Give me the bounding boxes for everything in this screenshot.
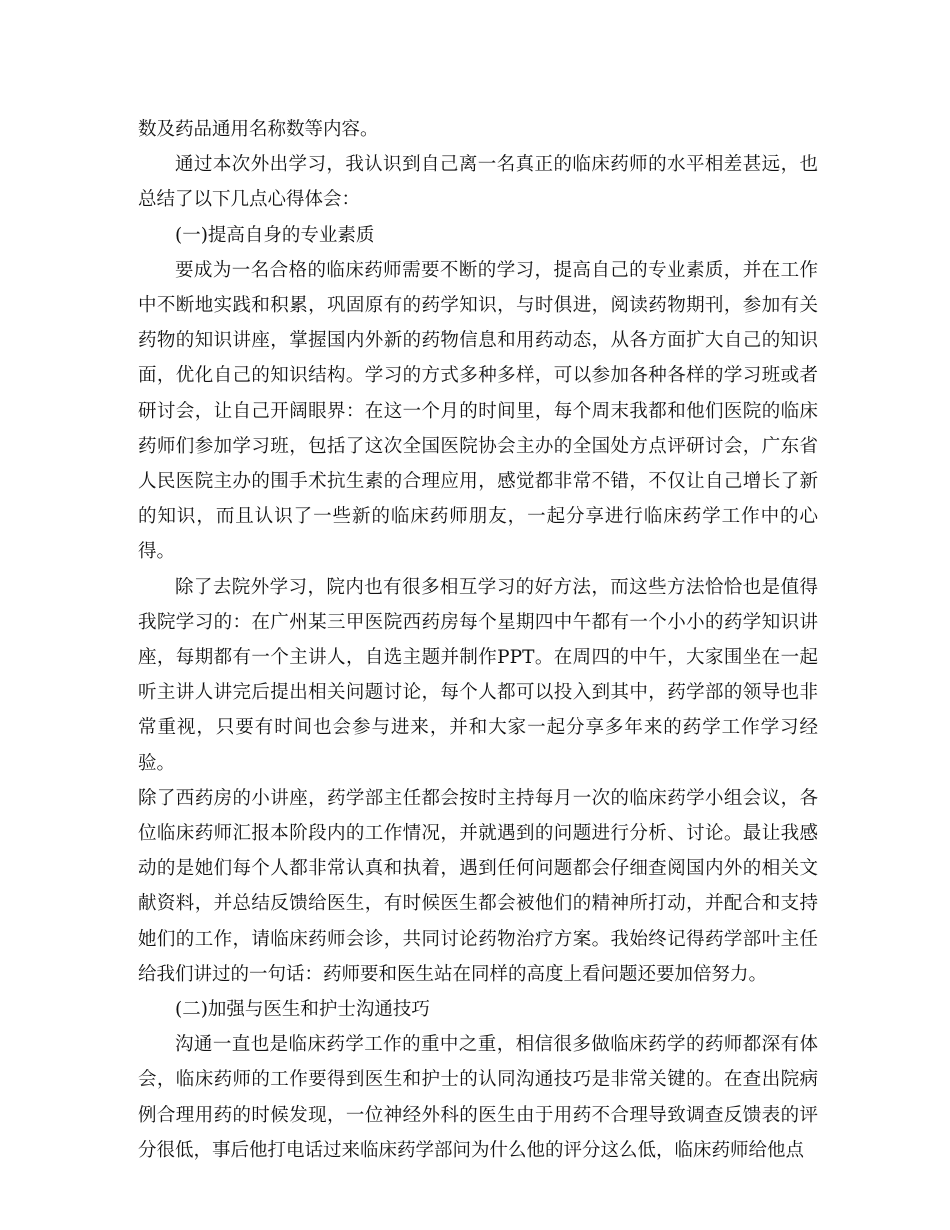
section-heading-2: (二)加强与医生和护士沟通技巧: [175, 999, 430, 1021]
paragraph-in-hospital-learning: 除了去院外学习，院内也有很多相互学习的好方法，而这些方法恰恰也是值得我院学习的：在广州某三甲医院西药房每个星期四中午都有一个小小的药学知识讲座，每期都有一个主讲人，自选主题并制作PPT。在周四的中午，大家围坐在一起听主讲人讲完后提出相关问题讨论，每个人都可以投入到其中，药学部的领导也非常重视，只要有时间也会参与进来，并和大家一起分享多年来的药学工作学习经验。: [138, 576, 818, 774]
paragraph-pharmacy-meeting: 除了西药房的小讲座，药学部主任都会按时主持每月一次的临床药学小组会议，各位临床药师汇报本阶段内的工作情况，并就遇到的问题进行分析、讨论。最让我感动的是她们每个人都非常认真和执着，遇到任何问题都会仔细查阅国内外的相关文献资料，并总结反馈给医生，有时候医生都会被他们的精神所打动，并配合和支持她们的工作，请临床药师会诊，共同讨论药物治疗方案。我始终记得药学部叶主任给我们讲过的一句话：药师要和医生站在同样的高度上看问题还要加倍努力。: [138, 787, 818, 985]
paragraph-communication: 沟通一直也是临床药学工作的重中之重，相信很多做临床药学的药师都深有体会，临床药师的工作要得到医生和护士的认同沟通技巧是非常关键的。在查出院病例合理用药的时候发现，一位神经外科的医生由于用药不合理导致调查反馈表的评分很低，事后他打电话过来临床药学部问为什么他的评分这么低，临床药师给他点: [138, 1034, 818, 1161]
paragraph-intro: 通过本次外出学习，我认识到自己离一名真正的临床药师的水平相差甚远，也总结了以下几点心得体会：: [138, 154, 818, 211]
paragraph-continuation: 数及药品通用名称数等内容。: [138, 119, 379, 140]
paragraph-professional-quality: 要成为一名合格的临床药师需要不断的学习，提高自己的专业素质，并在工作中不断地实践和积累，巩固原有的药学知识，与时俱进，阅读药物期刊，参加有关药物的知识讲座，掌握国内外新的药物信息和用药动态，从各方面扩大自己的知识面，优化自己的知识结构。学习的方式多种多样，可以参加各种各样的学习班或者研讨会，让自己开阔眼界：在这一个月的时间里，每个周末我都和他们医院的临床药师们参加学习班，包括了这次全国医院协会主办的全国处方点评研讨会，广东省人民医院主办的围手术抗生素的合理应用，感觉都非常不错，不仅让自己增长了新的知识，而且认识了一些新的临床药师朋友，一起分享进行临床药学工作中的心得。: [138, 259, 818, 563]
document-page: [138, 112, 818, 1168]
section-heading-1: (一)提高自身的专业素质: [175, 224, 375, 246]
